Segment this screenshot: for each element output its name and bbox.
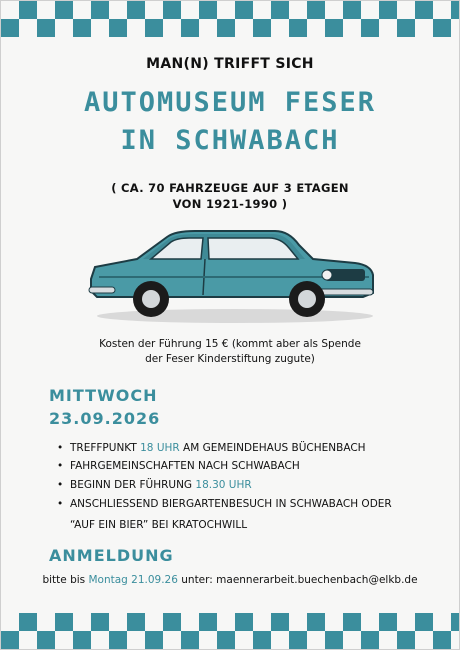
event-weekday: MITTWOCH bbox=[49, 386, 158, 405]
meeting-time: 18 UHR bbox=[140, 442, 180, 454]
vintage-car-icon bbox=[85, 223, 377, 325]
car-headlight bbox=[322, 270, 332, 280]
cost-line-1: Kosten der Führung 15 € (kommt aber als Spende bbox=[99, 338, 361, 350]
kicker-line: MAN(N) TRIFFT SICH bbox=[146, 56, 314, 72]
car-rear-bumper bbox=[89, 287, 115, 293]
title-line-1: AUTOMUSEUM FESER bbox=[83, 87, 377, 118]
checkered-border-bottom bbox=[1, 613, 459, 649]
flyer-page: MAN(N) TRIFFT SICH AUTOMUSEUM FESER IN SCHWABACH ( CA. 70 FAHRZEUGE AUF 3 ETAGEN VON 1921-1990 ) Kosten der Führung 15 € (kommt aber als Spende der Feser Kinderstiftung zugute) MITTWOCH 23.09.2026 • TREFFPUNKT 18 UHR AM GEMEINDEHAUS BÜCHENBACH • FAHRGEMEINSCHAFTEN NACH SCHWABACH • BEGINN DER FÜHRUNG 18.30 UHR • ANSCHLIESSEND BIERGARTENBESUCH IN SCHWABACH ODER “AUF EIN BIER” BEI KRATOCHWILL ANMELDUNG bitte bis Montag 21.09.26 unter: maennerarbeit.buechenbach@elkb.de bbox=[0, 0, 460, 650]
event-date: 23.09.2026 bbox=[49, 409, 161, 428]
car-rear-hubcap bbox=[142, 290, 160, 308]
registration-deadline: Montag 21.09.26 bbox=[88, 574, 178, 586]
car-front-hubcap bbox=[298, 290, 316, 308]
cost-line-2: der Feser Kinderstiftung zugute) bbox=[145, 353, 315, 365]
registration-line: bitte bis Montag 21.09.26 unter: maennerarbeit.buechenbach@elkb.de bbox=[42, 574, 418, 586]
bullet-icon: • bbox=[57, 442, 64, 454]
bullet-icon: • bbox=[57, 479, 64, 491]
title-line-2: IN SCHWABACH bbox=[120, 125, 340, 156]
subtitle-line-1: ( CA. 70 FAHRZEUGE AUF 3 ETAGEN bbox=[111, 181, 349, 195]
list-item-continuation: “AUF EIN BIER” BEI KRATOCHWILL bbox=[70, 519, 248, 531]
subtitle-line-2: VON 1921-1990 ) bbox=[172, 197, 288, 211]
checkered-border-top bbox=[1, 1, 459, 37]
registration-email: unter: maennerarbeit.buechenbach@elkb.de bbox=[177, 574, 418, 586]
bullet-icon: • bbox=[57, 498, 64, 510]
bullet-icon: • bbox=[57, 460, 64, 472]
registration-heading: ANMELDUNG bbox=[49, 546, 174, 565]
tour-start-time: 18.30 UHR bbox=[195, 479, 252, 491]
